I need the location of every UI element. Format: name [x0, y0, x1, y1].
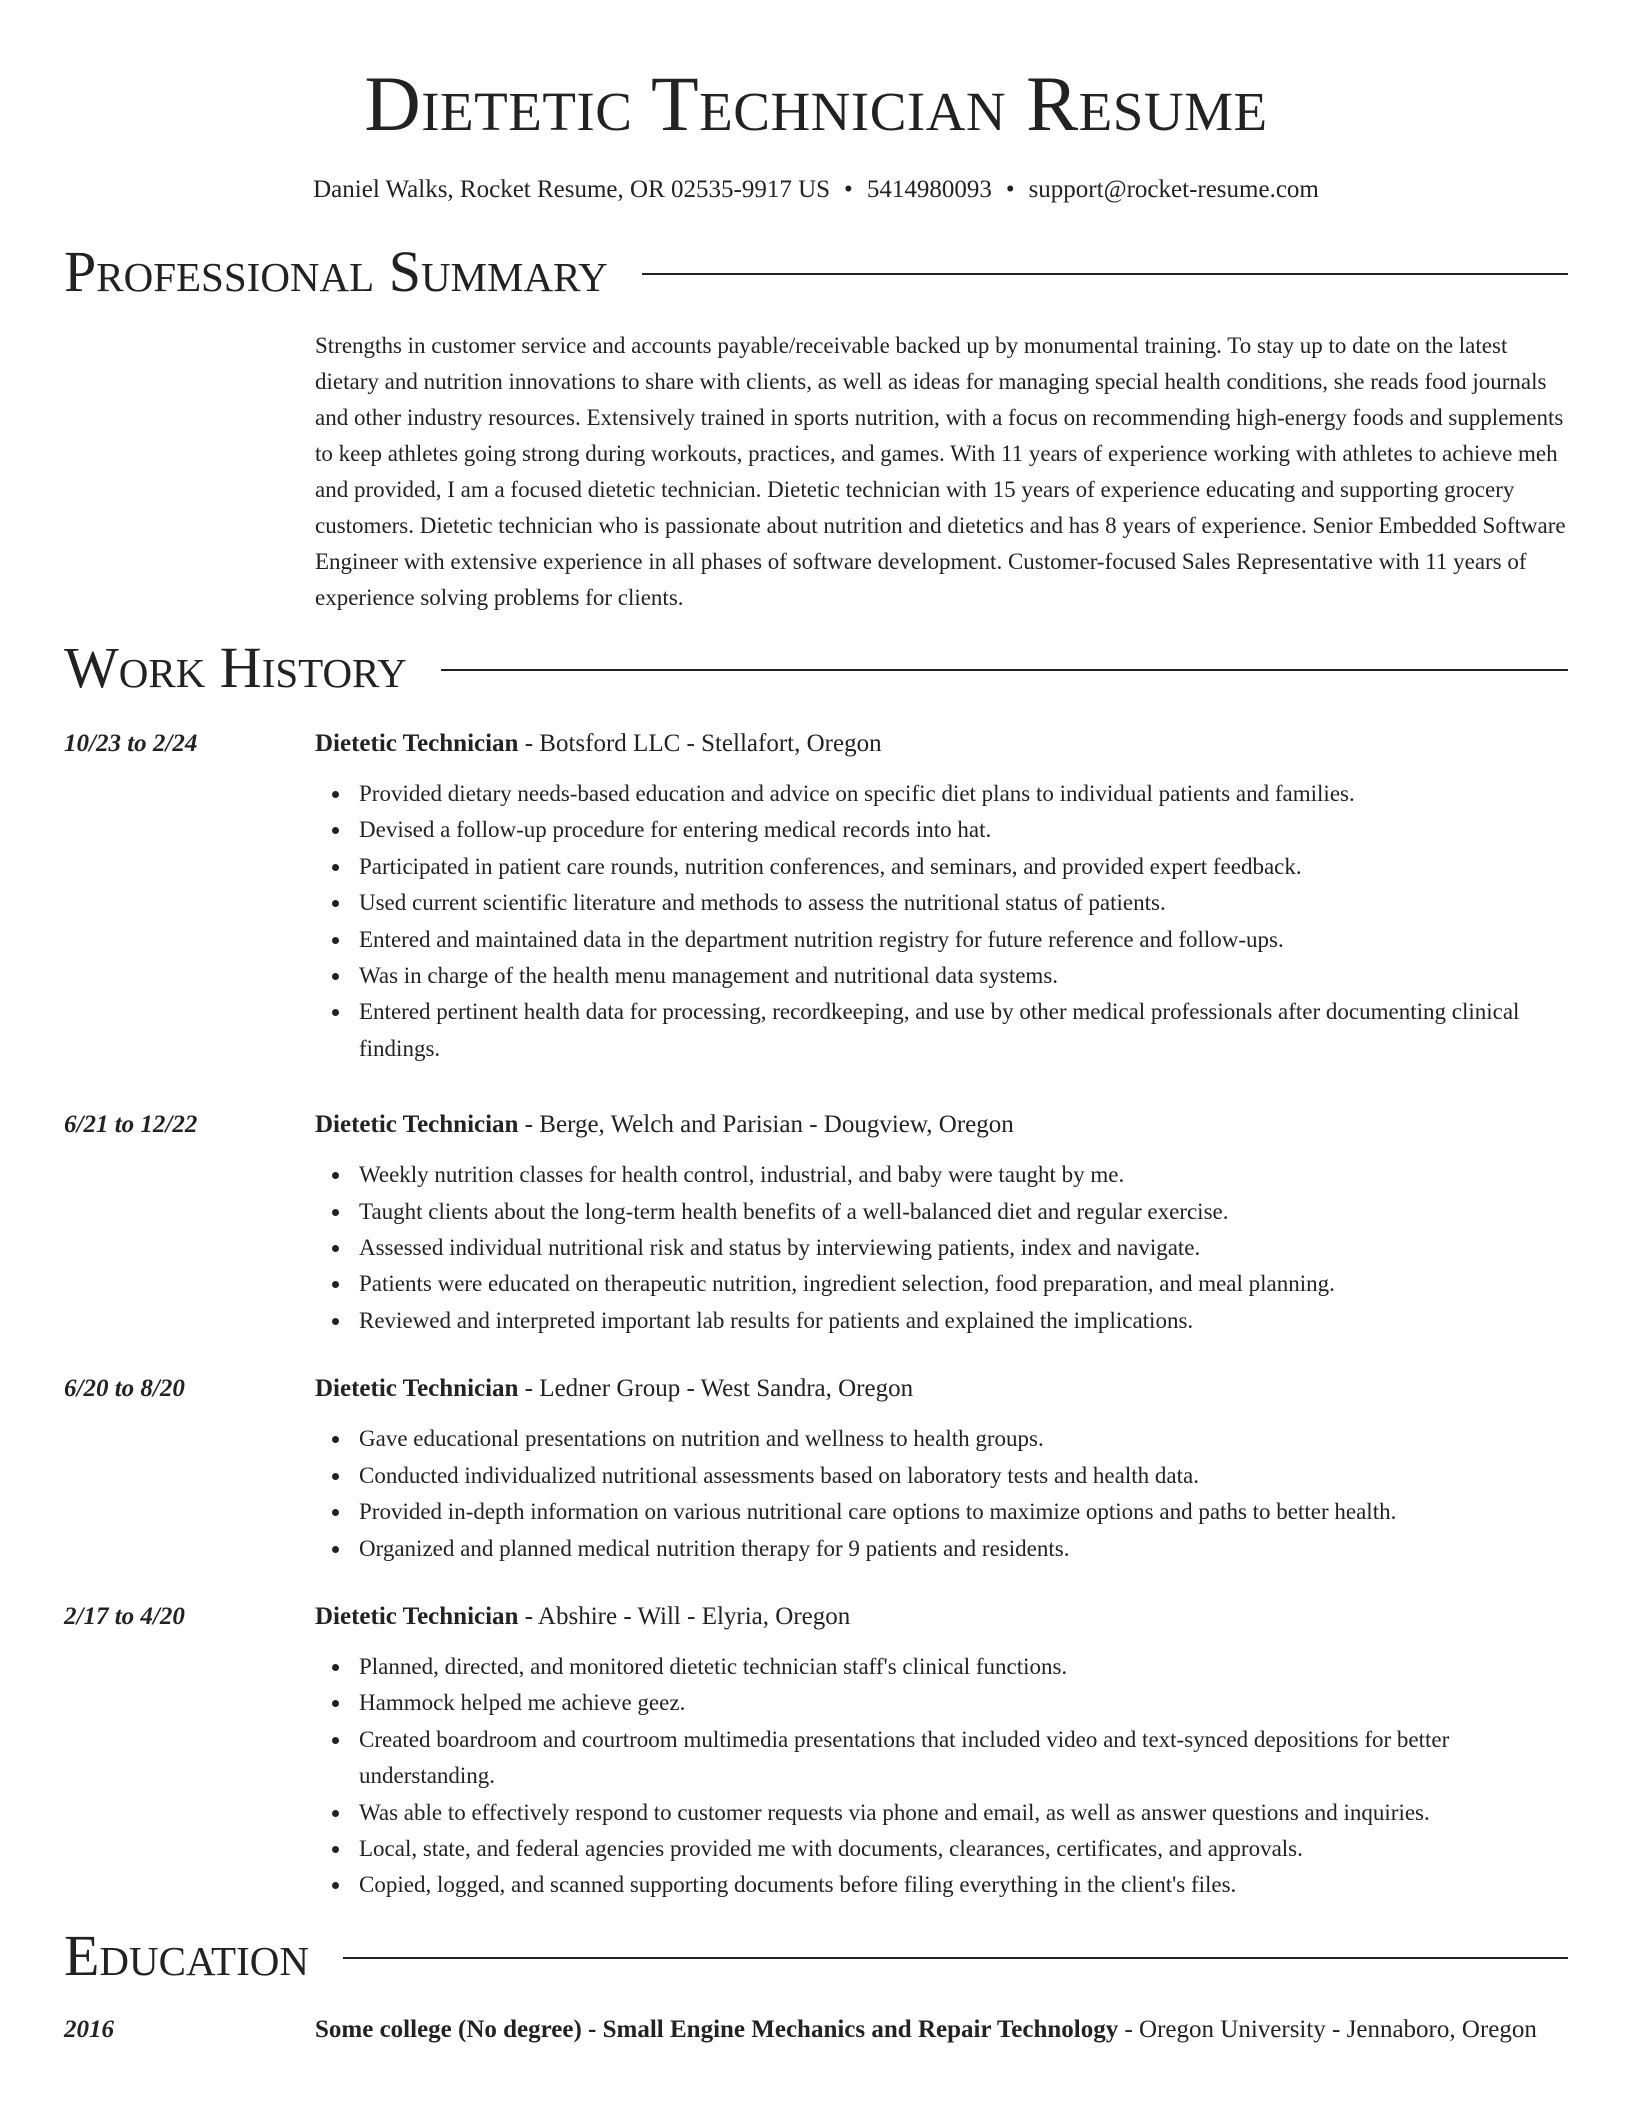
- job-bullet: Taught clients about the long-term health benefits of a well-balanced diet and regular exercise.: [315, 1194, 1568, 1230]
- summary-text: Strengths in customer service and accounts payable/receivable backed up by monumental training. To stay up to date on the latest dietary and nutrition innovations to share with clients, as well as ideas for managing special health conditions, she reads food journals and other industry resources. Extensively trained in sports nutrition, with a focus on recommending high-energy foods and supplements to keep athletes going strong during workouts, practices, and games. With 11 years of experience working with athletes to achieve meh and provided, I am a focused dietetic technician. Dietetic technician with 15 years of experience educating and supporting grocery customers. Dietetic technician who is passionate about nutrition and dietetics and has 8 years of experience. Senior Embedded Software Engineer with extensive experience in all phases of software development. Customer-focused Sales Representative with 11 years of experience solving problems for clients.: [315, 333, 1566, 610]
- job-body: [315, 1599, 1568, 1904]
- contact-line: [64, 174, 1568, 206]
- contact-phone: 5414980093: [866, 176, 992, 203]
- contact-email: support@rocket-resume.com: [1028, 176, 1319, 203]
- section-heading-summary: Professional Summary: [64, 239, 608, 304]
- job-bullet: Copied, logged, and scanned supporting documents before filing everything in the client's files.: [315, 1867, 1568, 1903]
- job-title: Dietetic Technician: [315, 1111, 519, 1139]
- summary-left-spacer: [64, 328, 315, 616]
- job-body: [315, 1371, 1568, 1567]
- job-dates: 10/23 to 2/24: [64, 730, 198, 757]
- education-body: [315, 2010, 1568, 2050]
- job-bullet: Gave educational presentations on nutrition and wellness to health groups.: [315, 1421, 1568, 1457]
- contact-separator: •: [1005, 176, 1015, 203]
- job-bullet: Provided dietary needs-based education and advice on specific diet plans to individual patients and families.: [315, 776, 1568, 812]
- job-title: Dietetic Technician: [315, 730, 519, 757]
- job-bullet: Conducted individualized nutritional assessments based on laboratory tests and health data.: [315, 1458, 1568, 1494]
- education-section-header: [64, 1922, 1568, 1988]
- job-heading: [315, 1371, 1568, 1407]
- job-heading: [315, 1599, 1568, 1635]
- job-bullet: Entered and maintained data in the department nutrition registry for future reference and follow-ups.: [315, 922, 1568, 958]
- summary-section-header: [64, 239, 1568, 304]
- work-section-header: [64, 635, 1568, 700]
- job-bullet-list: [315, 1649, 1568, 1904]
- job-heading: [315, 1107, 1568, 1143]
- job-dates: 6/21 to 12/22: [64, 1111, 198, 1139]
- job-bullet: Was able to effectively respond to customer requests via phone and email, as well as answer questions and inquiries.: [315, 1795, 1568, 1831]
- job-bullet-list: [315, 1421, 1568, 1567]
- education-school-location: - Oregon University - Jennaboro, Oregon: [1118, 2015, 1537, 2043]
- job-employer-location: - Abshire - Will - Elyria, Oregon: [518, 1602, 851, 1630]
- work-history-list: [64, 726, 1568, 1904]
- job-bullet: Patients were educated on therapeutic nutrition, ingredient selection, food preparation, and meal planning.: [315, 1266, 1568, 1302]
- job-title: Dietetic Technician: [315, 1602, 519, 1630]
- job-bullet: Participated in patient care rounds, nutrition conferences, and seminars, and provided expert feedback.: [315, 849, 1568, 885]
- job-employer-location: - Botsford LLC - Stellafort, Oregon: [518, 730, 882, 757]
- job-bullet-list: [315, 776, 1568, 1067]
- job-bullet: Provided in-depth information on various nutritional care options to maximize options and paths to better health.: [315, 1494, 1568, 1530]
- summary-row: [64, 328, 1568, 616]
- job-title: Dietetic Technician: [315, 1375, 519, 1403]
- education-entry: [64, 2010, 1568, 2050]
- job-bullet: Weekly nutrition classes for health control, industrial, and baby were taught by me.: [315, 1157, 1568, 1193]
- education-degree: Some college (No degree) - Small Engine Mechanics and Repair Technology: [315, 2015, 1119, 2043]
- job-entry: [64, 1371, 1568, 1567]
- education-list: [64, 2010, 1568, 2050]
- section-heading-work: Work History: [64, 635, 407, 700]
- job-bullet: Reviewed and interpreted important lab results for patients and explained the implications.: [315, 1303, 1568, 1339]
- job-bullet: Created boardroom and courtroom multimedia presentations that included video and text-synced depositions for better understanding.: [315, 1722, 1568, 1795]
- job-heading: [315, 726, 1568, 762]
- contact-separator: •: [844, 176, 853, 203]
- job-bullet: Local, state, and federal agencies provided me with documents, clearances, certificates, and approvals.: [315, 1831, 1568, 1867]
- job-employer-location: - Berge, Welch and Parisian - Dougview, Oregon: [518, 1111, 1014, 1139]
- job-employer-location: - Ledner Group - West Sandra, Oregon: [518, 1375, 914, 1403]
- job-bullet-list: [315, 1157, 1568, 1339]
- job-bullet: Devised a follow-up procedure for entering medical records into hat.: [315, 812, 1568, 848]
- section-divider: [642, 273, 1568, 275]
- job-bullet: Hammock helped me achieve geez.: [315, 1685, 1568, 1721]
- job-body: [315, 726, 1568, 1067]
- job-entry: [64, 1107, 1568, 1339]
- section-heading-education: Education: [64, 1922, 309, 1988]
- job-bullet: Planned, directed, and monitored dietetic technician staff's clinical functions.: [315, 1649, 1568, 1685]
- job-bullet: Used current scientific literature and methods to assess the nutritional status of patients.: [315, 885, 1568, 921]
- job-entry: [64, 726, 1568, 1067]
- section-divider: [343, 1957, 1568, 1959]
- contact-address: Daniel Walks, Rocket Resume, OR 02535-9917 US: [313, 176, 831, 203]
- job-bullet: Organized and planned medical nutrition therapy for 9 patients and residents.: [315, 1531, 1568, 1567]
- job-bullet: Entered pertinent health data for processing, recordkeeping, and use by other medical professionals after documenting clinical findings.: [315, 994, 1568, 1067]
- job-dates: 2/17 to 4/20: [64, 1602, 185, 1630]
- education-year: 2016: [64, 2015, 114, 2043]
- job-bullet: Was in charge of the health menu management and nutritional data systems.: [315, 958, 1568, 994]
- job-dates: 6/20 to 8/20: [64, 1375, 185, 1403]
- job-body: [315, 1107, 1568, 1339]
- document-title: Dietetic Technician Resume: [364, 60, 1268, 147]
- job-bullet: Assessed individual nutritional risk and status by interviewing patients, index and navigate.: [315, 1230, 1568, 1266]
- job-entry: [64, 1599, 1568, 1904]
- section-divider: [441, 669, 1568, 671]
